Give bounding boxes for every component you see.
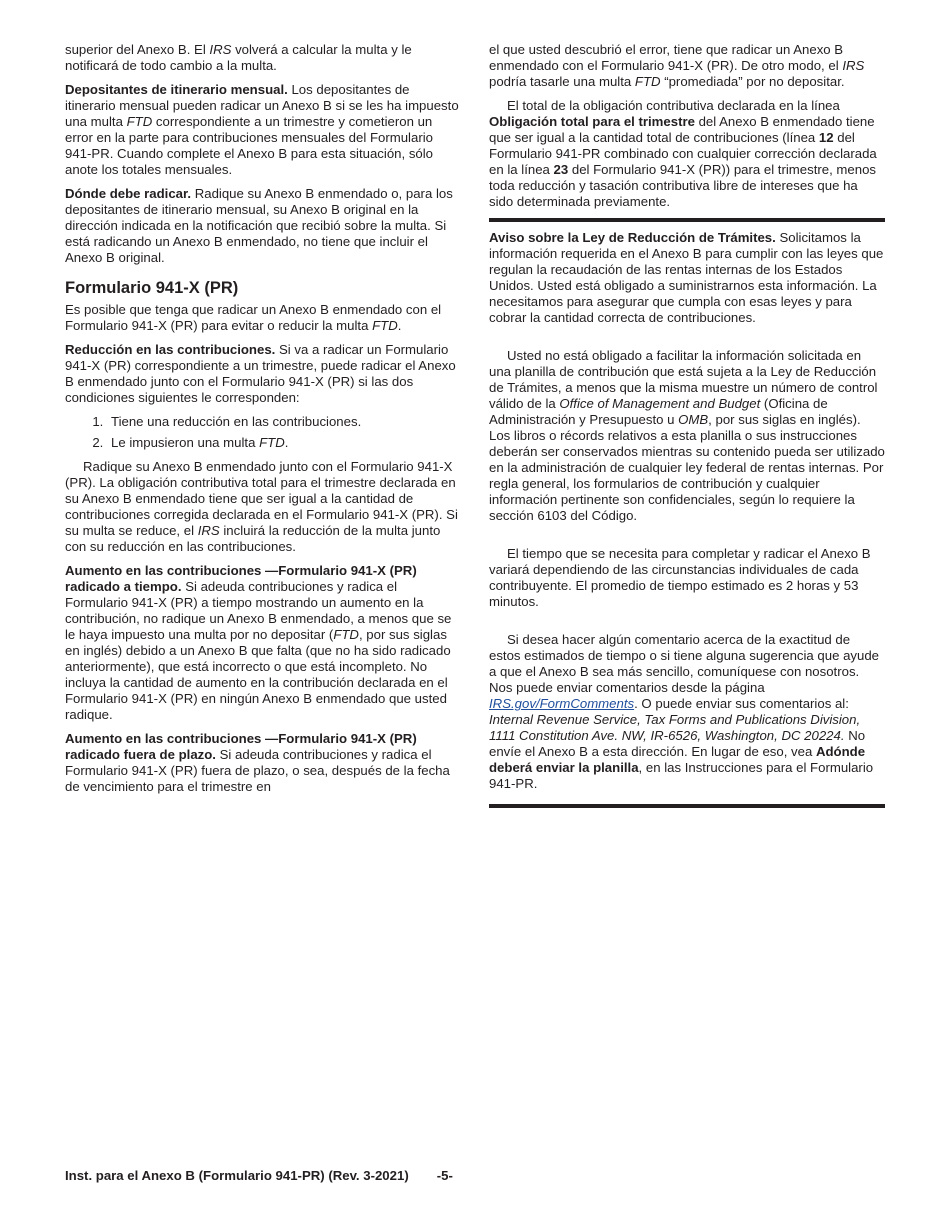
run-in-heading: Aumento en las contribuciones —Formulario 941-X (PR) radicado a tiempo. [65,563,417,594]
run-in-heading: Aumento en las contribuciones —Formulario 941-X (PR) radicado fuera de plazo. [65,731,417,762]
left-column [65,42,462,803]
paragraph-error-discovered [489,42,885,90]
text: Radique su Anexo B enmendado o, para los depositantes de itinerario mensual, su Anexo B original en la dirección indicada en la notificación que recibió sobre la multa. Si está radicando un Anexo B enmendado, no tiene que incluir el Anexo B original. [65,186,453,265]
paragraph-where-to-file [65,186,462,266]
text: del Formulario 941-X (PR)) para el trimestre, menos toda reducción y tasación contributiva libre de intereses que ha sido determinada previamente. [489,162,877,209]
text: volverá a calcular la multa y le notificará de todo cambio a la multa. [65,42,412,73]
section-heading: Formulario 941-X (PR) [65,279,239,297]
text: , en las Instrucciones para el Formulario 941-PR. [489,760,874,791]
text: superior del Anexo B. El [65,42,210,57]
italic-text: Internal Revenue Service, Tax Forms and Publications Division, 1111 Constitution Ave. NW, IR-6526, Washington, DC 20224. [489,712,861,743]
text: incluirá la reducción de la multa junto con su reducción en las contribuciones. [65,523,441,554]
text: . [397,318,402,333]
paragraph-increase-timely [65,563,462,723]
text: correspondiente a un trimestre y cometieron un error en la parte para contribuciones mensuales del Formulario 941-PR. Cuando complete el Anexo B para esta situación, sólo anote los totales mensuales. [65,114,434,177]
italic-text: IRS [197,523,220,538]
paragraph-file-amended [65,459,462,555]
bold-text: 23 [553,162,569,177]
text: El total de la obligación contributiva declarada en la línea [507,98,840,113]
italic-text: FTD [372,318,398,333]
italic-text: FTD [126,114,153,129]
page-number: -5- [436,1168,453,1183]
form-comments-link[interactable]: IRS.gov/FormComments [489,696,635,711]
run-in-heading: Reducción en las contribuciones. [65,342,276,357]
text: podría tasarle una multa [489,74,635,89]
text: . [284,435,289,450]
list-item [107,414,462,430]
text: Solicitamos la información requerida en el Anexo B para cumplir con las leyes que regulan la recaudación de las rentas internas de los Estados Unidos. Usted está obligado a suministrarnos esta información. La necesitamos para asegurar que cumpla con esas leyes y para cobrar la cantidad correcta de contribuciones. [489,230,884,325]
run-in-heading: Dónde debe radicar. [65,186,192,201]
text: No envíe el Anexo B a esta dirección. En lugar de eso, vea [489,728,866,759]
paragraph-941x-intro [65,302,462,334]
text: Si va a radicar un Formulario 941-X (PR) correspondiente a un trimestre, puede radicar el Anexo B enmendado junto con el Formulario 941-X (PR) si las dos condiciones siguientes le corresponden: [65,342,456,405]
italic-text: OMB [678,412,709,427]
text: Le impusieron una multa [111,435,260,450]
text: (Oficina de Administración y Presupuesto u [489,396,828,427]
paragraph-comments [489,632,885,792]
text: Si adeuda contribuciones y radica el Formulario 941-X (PR) fuera de plazo, o sea, después de la fecha de vencimiento para el trimestre en [65,747,450,794]
run-in-heading: Aviso sobre la Ley de Reducción de Trámites. [489,230,776,245]
italic-text: IRS [842,58,865,73]
text: Si desea hacer algún comentario acerca de la exactitud de estos estimados de tiempo o si tiene alguna sugerencia que ayude a que el Anexo B sea más sencillo, comuníquese con nosotros. Nos puede enviar comentarios desde la página [489,632,880,695]
italic-text: Office of Management and Budget [559,396,761,411]
spacer [489,532,885,546]
divider-rule [489,218,885,222]
text: del Formulario 941-PR combinado con cualquier corrección declarada en la línea [489,130,877,177]
text: el que usted descubrió el error, tiene que radicar un Anexo B enmendado con el Formulario 941-X (PR). De otro modo, el [489,42,844,73]
bold-text: Obligación total para el trimestre [489,114,695,129]
paragraph-omb-control [489,348,885,524]
text: El tiempo que se necesita para completar y radicar el Anexo B variará dependiendo de las circunstancias individuales de cada contribuyente. El promedio de tiempo estimado es 2 horas y 53 minutos. [489,546,871,609]
text: Si adeuda contribuciones y radica el Formulario 941-X (PR) a tiempo mostrando un aumento en la contribución, no radique un Anexo B enmendado, a menos que se le haya impuesto una multa por no depositar ( [65,579,452,642]
text: Tiene una reducción en las contribuciones. [111,414,362,429]
text: , por sus siglas en inglés) debido a un Anexo B que falta (que no ha sido radicado anteriormente), que está incorrecto o que está incompleto. No incluya la cantidad de aumento en la contribución declarada en el Formulario 941-X (PR) en ningún Anexo B enmendado que usted radique. [65,627,451,722]
paragraph-monthly-depositors [65,82,462,178]
italic-text: IRS [209,42,232,57]
italic-text: FTD [259,435,285,450]
spacer [489,334,885,348]
paragraph-tax-decrease [65,342,462,406]
paragraph-increase-late [65,731,462,795]
text: Radique su Anexo B enmendado junto con el Formulario 941-X (PR). La obligación contributiva total para el trimestre declarada en su Anexo B enmendado tiene que ser igual a la cantidad de contribuciones corregida declarada en el Formulario 941-X (PR). Si su multa se reduce, el [65,459,458,538]
text: “promediada” por no depositar. [660,74,845,89]
paragraph-penalty-recalc [65,42,462,74]
paragraph-total-liability [489,98,885,210]
footer-title: Inst. para el Anexo B (Formulario 941-PR) (Rev. 3-2021) [65,1168,409,1183]
paragraph-time-estimate [489,546,885,610]
paragraph-paperwork-notice [489,230,885,326]
text: . O puede enviar sus comentarios al: [634,696,849,711]
italic-text: FTD [634,74,661,89]
text: Usted no está obligado a facilitar la información solicitada en una planilla de contribución que está sujeta a la Ley de Reducción de Trámites, a menos que la misma muestre un número de control válido de la [489,348,878,411]
list-item [107,435,462,451]
italic-text: FTD [333,627,359,642]
bold-text: Adónde deberá enviar la planilla [489,744,866,775]
text: , por sus siglas en inglés). Los libros o récords relativos a esta planilla o sus instrucciones deberán ser conservados mientras su contenido pueda ser utilizado en la administración de cualquier ley federal de rentas internas. Por regla general, los formularios de contribución y cualquier información pertinente son confidenciales, según lo requiere la sección 6103 del Código. [489,412,885,523]
text: Los depositantes de itinerario mensual pueden radicar un Anexo B si se les ha impuesto una multa [65,82,459,129]
run-in-heading: Depositantes de itinerario mensual. [65,82,288,97]
conditions-list [65,414,462,451]
text: del Anexo B enmendado tiene que ser igual a la cantidad total de contribuciones (línea [489,114,875,145]
divider-rule [489,804,885,808]
text: Es posible que tenga que radicar un Anexo B enmendado con el Formulario 941-X (PR) para evitar o reducir la multa [65,302,442,333]
spacer [489,618,885,632]
page-footer [65,1168,453,1183]
bold-text: 12 [818,130,834,145]
right-column [489,42,885,816]
